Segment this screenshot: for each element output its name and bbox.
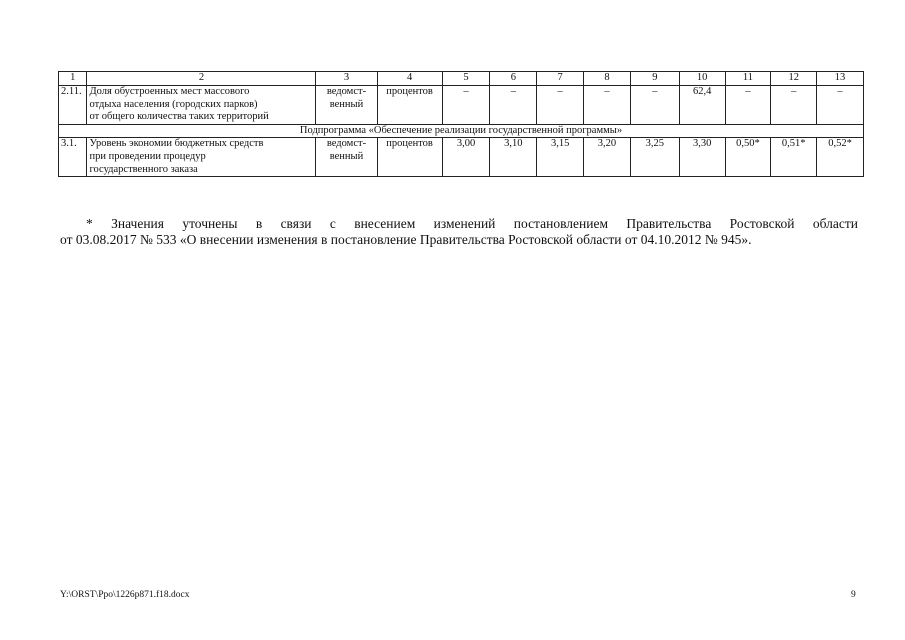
indicator-name	[87, 138, 316, 177]
indicator-name-line: государственного заказа	[89, 163, 198, 175]
indicator-type-line: венный	[329, 98, 364, 110]
indicator-name-line: при проведении процедур	[89, 150, 206, 162]
value-cell: 3,10	[490, 138, 537, 177]
subprogram-row	[59, 124, 864, 138]
header-cell: 10	[679, 72, 725, 86]
value-cell: 62,4	[679, 86, 725, 125]
indicator-type	[316, 138, 377, 177]
indicator-type-line: ведомст-	[326, 86, 367, 97]
table-row	[59, 86, 864, 125]
subprogram-title: Подпрограмма «Обеспечение реализации государственной программы»	[59, 124, 864, 138]
value-cell: 3,15	[537, 138, 584, 177]
value-cell: –	[725, 86, 771, 125]
value-cell: 3,30	[679, 138, 725, 177]
value-cell: 3,25	[630, 138, 679, 177]
value-cell: 3,00	[442, 138, 490, 177]
indicator-type	[316, 86, 377, 125]
value-cell: 0,51*	[771, 138, 817, 177]
indicators-table	[58, 71, 864, 177]
indicator-name	[87, 86, 316, 125]
footnote	[60, 216, 858, 248]
row-number: 2.11.	[59, 86, 87, 125]
value-cell: –	[490, 86, 537, 125]
footnote-line-1: * Значения уточнены в связи с внесением изменений постановлением Правительства Ростовской области	[86, 216, 858, 231]
header-cell: 9	[630, 72, 679, 86]
value-cell: 0,52*	[817, 138, 864, 177]
row-number: 3.1.	[59, 138, 87, 177]
page-number: 9	[851, 590, 856, 600]
header-cell: 1	[59, 72, 87, 86]
indicator-type-line: венный	[329, 150, 364, 162]
indicator-name-line: Доля обустроенных мест массового	[89, 86, 250, 97]
indicator-name-line: отдыха населения (городских парков)	[89, 98, 258, 110]
unit-cell: процентов	[377, 86, 442, 125]
header-cell: 7	[537, 72, 584, 86]
value-cell: –	[584, 86, 631, 125]
header-cell: 11	[725, 72, 771, 86]
table-header-row	[59, 72, 864, 86]
value-cell: 3,20	[584, 138, 631, 177]
header-cell: 5	[442, 72, 490, 86]
value-cell: –	[630, 86, 679, 125]
value-cell: –	[442, 86, 490, 125]
header-cell: 13	[817, 72, 864, 86]
header-cell: 12	[771, 72, 817, 86]
value-cell: –	[817, 86, 864, 125]
indicator-type-line: ведомст-	[326, 138, 367, 150]
header-cell: 6	[490, 72, 537, 86]
value-cell: –	[537, 86, 584, 125]
header-cell: 2	[87, 72, 316, 86]
indicator-name-line: Уровень экономии бюджетных средств	[89, 138, 264, 150]
indicator-name-line: от общего количества таких территорий	[89, 111, 269, 123]
value-cell: 0,50*	[725, 138, 771, 177]
header-cell: 3	[316, 72, 377, 86]
header-cell: 4	[377, 72, 442, 86]
table-row	[59, 138, 864, 177]
file-path: Y:\ORST\Ppo\1226p871.f18.docx	[60, 590, 190, 600]
header-cell: 8	[584, 72, 631, 86]
footnote-line-2: от 03.08.2017 № 533 «О внесении изменения в постановление Правительства Ростовской области от 04.10.2012 № 945».	[60, 232, 752, 247]
value-cell: –	[771, 86, 817, 125]
unit-cell: процентов	[377, 138, 442, 177]
